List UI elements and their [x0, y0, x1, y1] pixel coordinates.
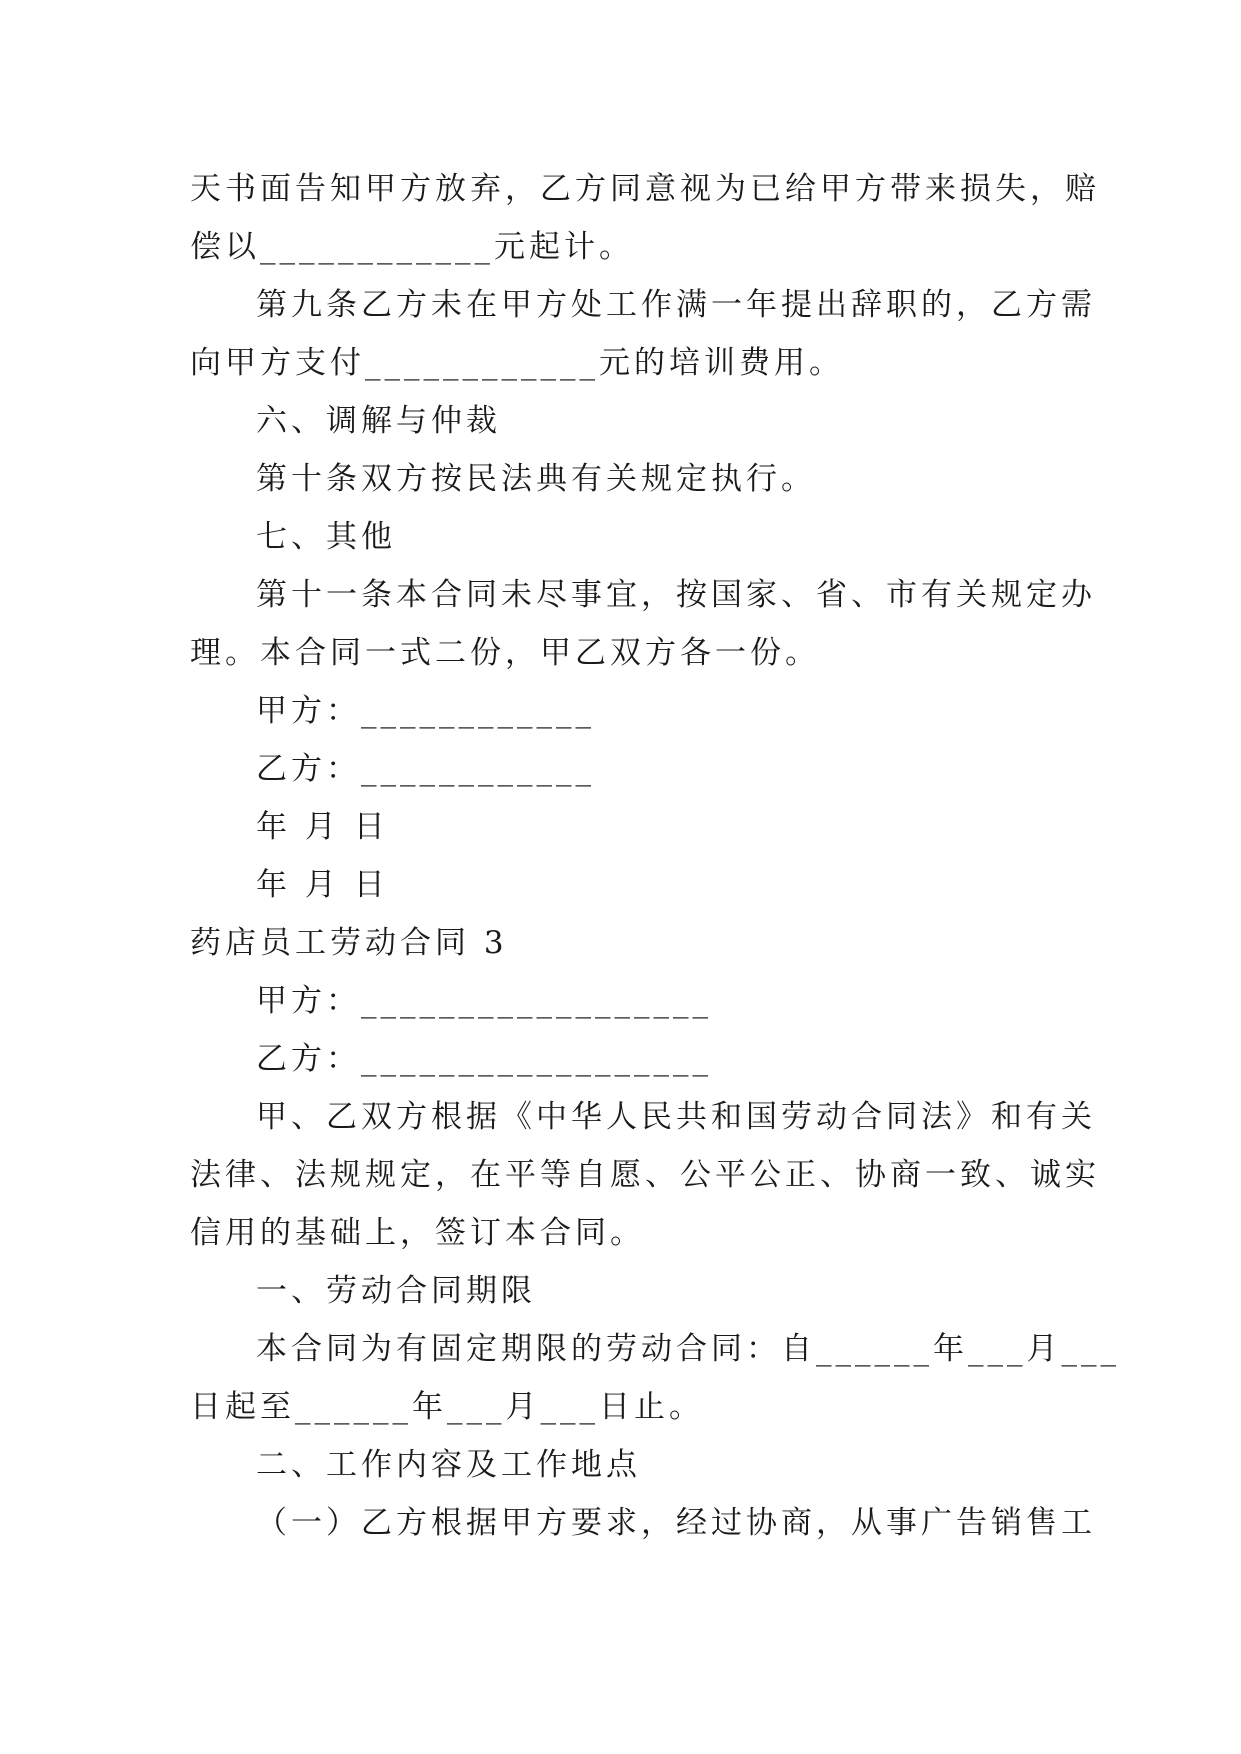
date-line: 年 月 日 — [256, 867, 389, 903]
paragraph-line: 日起至______年___月___日止。 — [190, 1389, 704, 1425]
paragraph-line: 甲、乙双方根据《中华人民共和国劳动合同法》和有关 — [256, 1099, 1096, 1135]
paragraph-line: 向甲方支付____________元的培训费用。 — [190, 345, 844, 381]
paragraph-line: 信用的基础上，签订本合同。 — [190, 1215, 645, 1251]
document-body — [190, 160, 1120, 1552]
paragraph-line: 理。本合同一式二份，甲乙双方各一份。 — [190, 635, 820, 671]
paragraph-line: 第十条双方按民法典有关规定执行。 — [256, 461, 816, 497]
party-b-signature-line: 乙方：____________ — [256, 751, 595, 787]
section-heading: 一、劳动合同期限 — [256, 1273, 536, 1309]
paragraph-line: 第十一条本合同未尽事宜，按国家、省、市有关规定办 — [256, 577, 1096, 613]
paragraph-line: 偿以____________元起计。 — [190, 229, 634, 265]
paragraph-line: 法律、法规规定，在平等自愿、公平公正、协商一致、诚实 — [190, 1157, 1100, 1193]
date-line: 年 月 日 — [256, 809, 389, 845]
section-heading: 七、其他 — [256, 519, 396, 555]
party-a-signature-line: 甲方：____________ — [256, 693, 595, 729]
paragraph-line: 本合同为有固定期限的劳动合同：自______年___月___ — [256, 1331, 1120, 1367]
party-b-line: 乙方：__________________ — [256, 1041, 712, 1077]
party-a-line: 甲方：__________________ — [256, 983, 712, 1019]
paragraph-line: （一）乙方根据甲方要求，经过协商，从事广告销售工 — [256, 1505, 1096, 1541]
paragraph-line: 天书面告知甲方放弃，乙方同意视为已给甲方带来损失，赔 — [190, 171, 1100, 207]
section-heading: 六、调解与仲裁 — [256, 403, 501, 439]
section-heading: 二、工作内容及工作地点 — [256, 1447, 641, 1483]
contract-title: 药店员工劳动合同 3 — [190, 925, 508, 961]
paragraph-line: 第九条乙方未在甲方处工作满一年提出辞职的，乙方需 — [256, 287, 1096, 323]
